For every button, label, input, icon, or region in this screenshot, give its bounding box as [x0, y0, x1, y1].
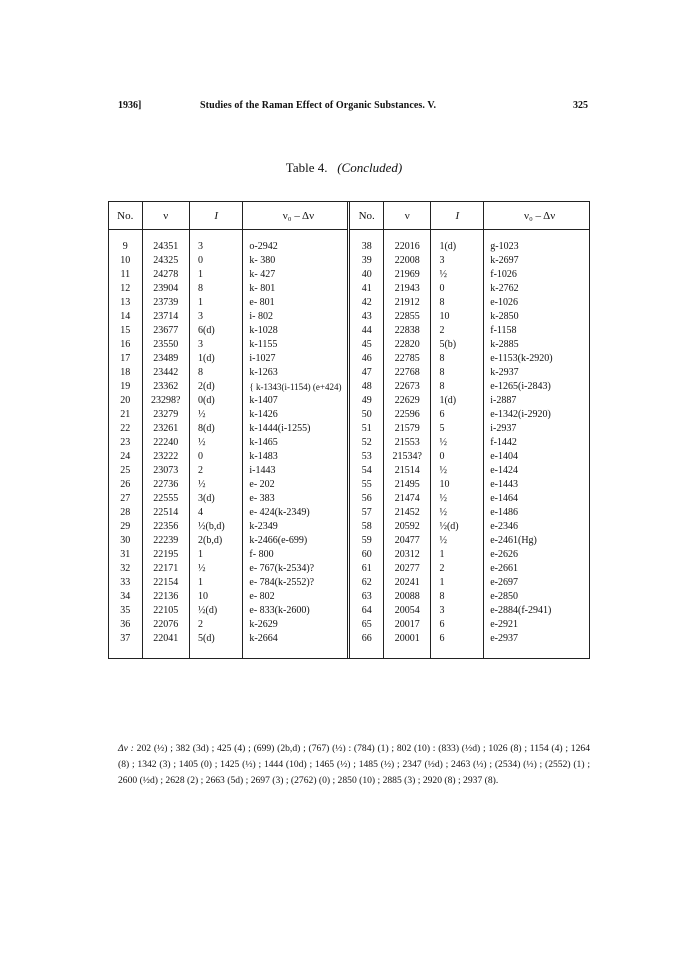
cell-intensity: 0 [431, 450, 484, 464]
table-row [109, 632, 589, 658]
cell-nu: 23362 [142, 380, 189, 394]
cell-shift: k-1263 [243, 366, 349, 380]
cell-nu: 22673 [383, 380, 430, 394]
cell-intensity: ½(d) [190, 604, 243, 618]
cell-shift: e-2461(Hg) [484, 534, 589, 548]
cell-intensity: 8(d) [190, 422, 243, 436]
cell-no: 50 [349, 408, 384, 422]
cell-nu: 22820 [383, 338, 430, 352]
cell-shift: i-2887 [484, 394, 589, 408]
table-header-row [109, 202, 589, 230]
table-row [109, 478, 589, 492]
cell-nu: 22768 [383, 366, 430, 380]
cell-intensity: 3 [190, 338, 243, 352]
cell-intensity: 8 [431, 296, 484, 310]
table-row [109, 338, 589, 352]
cell-no: 17 [120, 353, 131, 364]
cell-shift: k- 427 [243, 268, 349, 282]
cell-nu: 20477 [383, 534, 430, 548]
cell-shift: k-1407 [243, 394, 349, 408]
cell-nu: 20312 [383, 548, 430, 562]
table-caption [0, 160, 688, 176]
cell-nu: 20277 [383, 562, 430, 576]
cell-nu: 21534? [383, 450, 430, 464]
cell-no: 53 [349, 450, 384, 464]
table-row [109, 282, 589, 296]
cell-nu: 22514 [142, 506, 189, 520]
cell-shift: e-1464 [484, 492, 589, 506]
cell-shift: k-2850 [484, 310, 589, 324]
cell-no: 12 [120, 283, 131, 294]
table-row [109, 464, 589, 478]
cell-nu: 21452 [383, 506, 430, 520]
cell-intensity: 6(d) [190, 324, 243, 338]
cell-nu: 22240 [142, 436, 189, 450]
cell-shift: e-2850 [484, 590, 589, 604]
cell-no: 26 [120, 479, 131, 490]
cell-intensity: 4 [190, 506, 243, 520]
cell-no: 49 [349, 394, 384, 408]
table-row [109, 506, 589, 520]
cell-shift: e- 802 [243, 590, 349, 604]
cell-nu: 22105 [142, 604, 189, 618]
cell-intensity: 8 [431, 590, 484, 604]
cell-intensity: ½ [190, 408, 243, 422]
table-row [109, 618, 589, 632]
cell-intensity: 1 [190, 576, 243, 590]
cell-intensity: 2(d) [190, 380, 243, 394]
cell-shift: e- 424(k-2349) [243, 506, 349, 520]
cell-intensity: 1 [190, 268, 243, 282]
cell-no: 33 [120, 577, 131, 588]
col-header-nu: ν [142, 202, 189, 230]
col-header-shift: ν₀ – Δν [243, 202, 349, 230]
cell-shift: k-2885 [484, 338, 589, 352]
table-row [109, 520, 589, 534]
table-row [109, 548, 589, 562]
cell-intensity: 10 [190, 590, 243, 604]
cell-shift: k-2349 [243, 520, 349, 534]
cell-nu: 22736 [142, 478, 189, 492]
cell-nu: 23073 [142, 464, 189, 478]
table-row [109, 436, 589, 450]
cell-intensity: 8 [190, 366, 243, 380]
table-row [109, 408, 589, 422]
cell-shift: e-2346 [484, 520, 589, 534]
cell-no: 37 [120, 633, 131, 644]
cell-shift: k-2629 [243, 618, 349, 632]
cell-no: 9 [122, 241, 128, 252]
cell-no: 51 [349, 422, 384, 436]
cell-no: 27 [120, 493, 131, 504]
cell-nu: 22154 [142, 576, 189, 590]
cell-nu: 21514 [383, 464, 430, 478]
cell-shift: k-1465 [243, 436, 349, 450]
cell-no: 39 [349, 254, 384, 268]
cell-intensity: 2 [190, 618, 243, 632]
cell-shift: e-1486 [484, 506, 589, 520]
cell-intensity: 3(d) [190, 492, 243, 506]
footnote [118, 741, 590, 789]
cell-no: 40 [349, 268, 384, 282]
cell-shift: f- 800 [243, 548, 349, 562]
cell-shift: f-1158 [484, 324, 589, 338]
cell-no: 65 [349, 618, 384, 632]
cell-nu: 21943 [383, 282, 430, 296]
table-row [109, 562, 589, 576]
cell-nu: 23904 [142, 282, 189, 296]
cell-no: 29 [120, 521, 131, 532]
cell-intensity: 3 [190, 230, 243, 255]
cell-nu: 23279 [142, 408, 189, 422]
table-row [109, 254, 589, 268]
cell-no: 13 [120, 297, 131, 308]
cell-shift: i-1443 [243, 464, 349, 478]
table-row [109, 394, 589, 408]
table-row [109, 352, 589, 366]
cell-no: 16 [120, 339, 131, 350]
cell-nu: 23222 [142, 450, 189, 464]
cell-shift: k-2697 [484, 254, 589, 268]
cell-intensity: 8 [431, 352, 484, 366]
cell-intensity: ½ [431, 506, 484, 520]
cell-no: 64 [349, 604, 384, 618]
cell-intensity: 1(d) [431, 394, 484, 408]
cell-no: 25 [120, 465, 131, 476]
cell-intensity: 10 [431, 478, 484, 492]
cell-intensity: ½ [431, 268, 484, 282]
cell-nu: 22838 [383, 324, 430, 338]
cell-intensity: 2 [431, 562, 484, 576]
cell-shift: { k-1343(i-1154) (e+424) [243, 380, 349, 394]
cell-shift: f-1026 [484, 268, 589, 282]
cell-no: 32 [120, 563, 131, 574]
cell-nu: 23261 [142, 422, 189, 436]
footnote-symbol: Δν : [118, 743, 134, 754]
cell-intensity: 0 [190, 254, 243, 268]
cell-nu: 23550 [142, 338, 189, 352]
cell-shift: e-2661 [484, 562, 589, 576]
cell-intensity: 8 [431, 366, 484, 380]
cell-intensity: ½ [431, 436, 484, 450]
cell-shift: e-2626 [484, 548, 589, 562]
cell-intensity: 8 [431, 380, 484, 394]
cell-nu: 22629 [383, 394, 430, 408]
cell-no: 21 [120, 409, 131, 420]
table-row [109, 492, 589, 506]
cell-shift: k-1444(i-1255) [243, 422, 349, 436]
cell-nu: 22356 [142, 520, 189, 534]
cell-shift: i-1027 [243, 352, 349, 366]
cell-intensity: 5(b) [431, 338, 484, 352]
cell-no: 57 [349, 506, 384, 520]
cell-shift: k-1483 [243, 450, 349, 464]
cell-nu: 23739 [142, 296, 189, 310]
cell-nu: 20088 [383, 590, 430, 604]
cell-shift: e-1424 [484, 464, 589, 478]
cell-intensity: 0 [431, 282, 484, 296]
table-row [109, 590, 589, 604]
cell-shift: k-1426 [243, 408, 349, 422]
cell-no: 38 [349, 230, 384, 255]
cell-nu: 21969 [383, 268, 430, 282]
cell-no: 63 [349, 590, 384, 604]
cell-nu: 21579 [383, 422, 430, 436]
cell-nu: 20592 [383, 520, 430, 534]
cell-intensity: ½ [431, 464, 484, 478]
cell-intensity: ½ [431, 534, 484, 548]
cell-no: 10 [120, 255, 131, 266]
cell-no: 23 [120, 437, 131, 448]
cell-no: 61 [349, 562, 384, 576]
cell-shift: o-2942 [243, 230, 349, 255]
cell-nu: 22239 [142, 534, 189, 548]
cell-intensity: 1 [431, 576, 484, 590]
cell-no: 11 [120, 269, 131, 280]
table-row [109, 366, 589, 380]
cell-shift: k- 380 [243, 254, 349, 268]
cell-shift: e- 801 [243, 296, 349, 310]
cell-intensity: ½ [190, 562, 243, 576]
cell-nu: 22195 [142, 548, 189, 562]
table-row [109, 324, 589, 338]
cell-nu: 22041 [142, 632, 189, 658]
header-year: 1936] [118, 100, 142, 111]
cell-intensity: 3 [431, 604, 484, 618]
cell-shift: e-2937 [484, 632, 589, 658]
cell-shift: e-1342(i-2920) [484, 408, 589, 422]
table-row [109, 296, 589, 310]
cell-no: 15 [120, 325, 131, 336]
cell-no: 28 [120, 507, 131, 518]
table-row [109, 310, 589, 324]
cell-shift: k-2937 [484, 366, 589, 380]
cell-intensity: 6 [431, 632, 484, 658]
cell-no: 44 [349, 324, 384, 338]
cell-shift: e- 383 [243, 492, 349, 506]
cell-intensity: 1(d) [431, 230, 484, 255]
cell-nu: 22016 [383, 230, 430, 255]
cell-intensity: 1 [190, 296, 243, 310]
raman-table [108, 201, 590, 659]
cell-no: 31 [120, 549, 131, 560]
cell-intensity: 2 [190, 464, 243, 478]
cell-shift: e-1026 [484, 296, 589, 310]
cell-shift: f-1442 [484, 436, 589, 450]
cell-shift: g-1023 [484, 230, 589, 255]
cell-nu: 20054 [383, 604, 430, 618]
cell-nu: 20241 [383, 576, 430, 590]
cell-no: 14 [120, 311, 131, 322]
cell-nu: 23714 [142, 310, 189, 324]
cell-no: 62 [349, 576, 384, 590]
cell-shift: k-1155 [243, 338, 349, 352]
cell-no: 59 [349, 534, 384, 548]
cell-shift: k-2762 [484, 282, 589, 296]
cell-intensity: 5(d) [190, 632, 243, 658]
page-number: 325 [573, 100, 588, 111]
cell-shift: e- 833(k-2600) [243, 604, 349, 618]
cell-shift: e-2921 [484, 618, 589, 632]
header-title: Studies of the Raman Effect of Organic Substances. V. [200, 100, 437, 111]
cell-intensity: 1 [431, 548, 484, 562]
cell-no: 66 [349, 632, 384, 658]
cell-shift: e-1153(k-2920) [484, 352, 589, 366]
cell-shift: e-2884(f-2941) [484, 604, 589, 618]
table-row [109, 380, 589, 394]
cell-nu: 20001 [383, 632, 430, 658]
cell-nu: 24278 [142, 268, 189, 282]
cell-intensity: 0(d) [190, 394, 243, 408]
table-row [109, 534, 589, 548]
cell-intensity: 6 [431, 408, 484, 422]
cell-no: 54 [349, 464, 384, 478]
cell-no: 43 [349, 310, 384, 324]
cell-nu: 22555 [142, 492, 189, 506]
cell-intensity: 10 [431, 310, 484, 324]
cell-no: 42 [349, 296, 384, 310]
cell-nu: 23442 [142, 366, 189, 380]
cell-no: 58 [349, 520, 384, 534]
col-header-shift-right: ν₀ – Δν [484, 202, 589, 230]
cell-no: 56 [349, 492, 384, 506]
cell-no: 45 [349, 338, 384, 352]
cell-intensity: ½ [190, 436, 243, 450]
cell-nu: 22596 [383, 408, 430, 422]
cell-shift: e- 784(k-2552)? [243, 576, 349, 590]
cell-shift: i-2937 [484, 422, 589, 436]
cell-nu: 23298? [142, 394, 189, 408]
cell-no: 52 [349, 436, 384, 450]
cell-no: 60 [349, 548, 384, 562]
cell-no: 55 [349, 478, 384, 492]
running-header [118, 100, 588, 116]
table-row [109, 604, 589, 618]
cell-intensity: 1 [190, 548, 243, 562]
cell-nu: 22136 [142, 590, 189, 604]
table-row [109, 230, 589, 255]
col-header-no: No. [109, 202, 142, 230]
cell-shift: k-1028 [243, 324, 349, 338]
cell-no: 20 [120, 395, 131, 406]
cell-intensity: 1(d) [190, 352, 243, 366]
cell-intensity: 3 [431, 254, 484, 268]
cell-intensity: ½(b,d) [190, 520, 243, 534]
cell-no: 18 [120, 367, 131, 378]
cell-intensity: 2(b,d) [190, 534, 243, 548]
table-row [109, 576, 589, 590]
cell-shift: k-2466(e-699) [243, 534, 349, 548]
table-row [109, 268, 589, 282]
cell-no: 30 [120, 535, 131, 546]
table-row [109, 450, 589, 464]
cell-intensity: 8 [190, 282, 243, 296]
cell-nu: 21912 [383, 296, 430, 310]
col-header-intensity: I [190, 202, 243, 230]
cell-no: 48 [349, 380, 384, 394]
cell-no: 41 [349, 282, 384, 296]
cell-no: 46 [349, 352, 384, 366]
cell-nu: 23489 [142, 352, 189, 366]
cell-intensity: 5 [431, 422, 484, 436]
col-header-no-right: No. [349, 202, 384, 230]
cell-no: 24 [120, 451, 131, 462]
cell-no: 36 [120, 619, 131, 630]
cell-nu: 22076 [142, 618, 189, 632]
cell-nu: 22855 [383, 310, 430, 324]
cell-nu: 23677 [142, 324, 189, 338]
cell-nu: 24351 [142, 230, 189, 255]
cell-no: 19 [120, 381, 131, 392]
table-label: Table 4. [285, 160, 328, 175]
cell-nu: 21474 [383, 492, 430, 506]
cell-intensity: 0 [190, 450, 243, 464]
cell-nu: 22171 [142, 562, 189, 576]
table-continuation-note: (Concluded) [337, 160, 403, 175]
cell-nu: 21495 [383, 478, 430, 492]
cell-shift: i- 802 [243, 310, 349, 324]
cell-nu: 22008 [383, 254, 430, 268]
cell-shift: e-1265(i-2843) [484, 380, 589, 394]
cell-nu: 22785 [383, 352, 430, 366]
cell-intensity: ½ [190, 478, 243, 492]
cell-nu: 20017 [383, 618, 430, 632]
cell-intensity: ½(d) [431, 520, 484, 534]
cell-intensity: 6 [431, 618, 484, 632]
cell-no: 47 [349, 366, 384, 380]
col-header-intensity-right: I [431, 202, 484, 230]
cell-shift: k-2664 [243, 632, 349, 658]
cell-no: 35 [120, 605, 131, 616]
cell-intensity: ½ [431, 492, 484, 506]
cell-shift: e-1443 [484, 478, 589, 492]
cell-intensity: 2 [431, 324, 484, 338]
cell-shift: e-1404 [484, 450, 589, 464]
cell-nu: 21553 [383, 436, 430, 450]
cell-no: 22 [120, 423, 131, 434]
cell-shift: k- 801 [243, 282, 349, 296]
table-body [109, 230, 589, 659]
table-row [109, 422, 589, 436]
cell-intensity: 3 [190, 310, 243, 324]
cell-shift: e- 202 [243, 478, 349, 492]
cell-no: 34 [120, 591, 131, 602]
cell-shift: e- 767(k-2534)? [243, 562, 349, 576]
footnote-text: 202 (½) ; 382 (3d) ; 425 (4) ; (699) (2b,d) ; (767) (½) : (784) (1) ; 802 (10) : (833) (½d) ; 1026 (8) ; 1154 (4) ; 1264 (8) ; 1342 (3) ; 1405 (0) ; 1425 (½) ; 1444 (10d) ; 1465 (½) ; 1485 (½) ; 2347 (½d) ; 2463 (½) ; (2534) (½) ; (2552) (1) ; 2600 (½d) ; 2628 (2) ; 2663 (5d) ; 2697 (3) ; (2762) (0) ; 2850 (10) ; 2885 (3) ; 2920 (8) ; 2937 (8). [118, 743, 590, 786]
col-header-nu-right: ν [383, 202, 430, 230]
cell-nu: 24325 [142, 254, 189, 268]
cell-shift: e-2697 [484, 576, 589, 590]
